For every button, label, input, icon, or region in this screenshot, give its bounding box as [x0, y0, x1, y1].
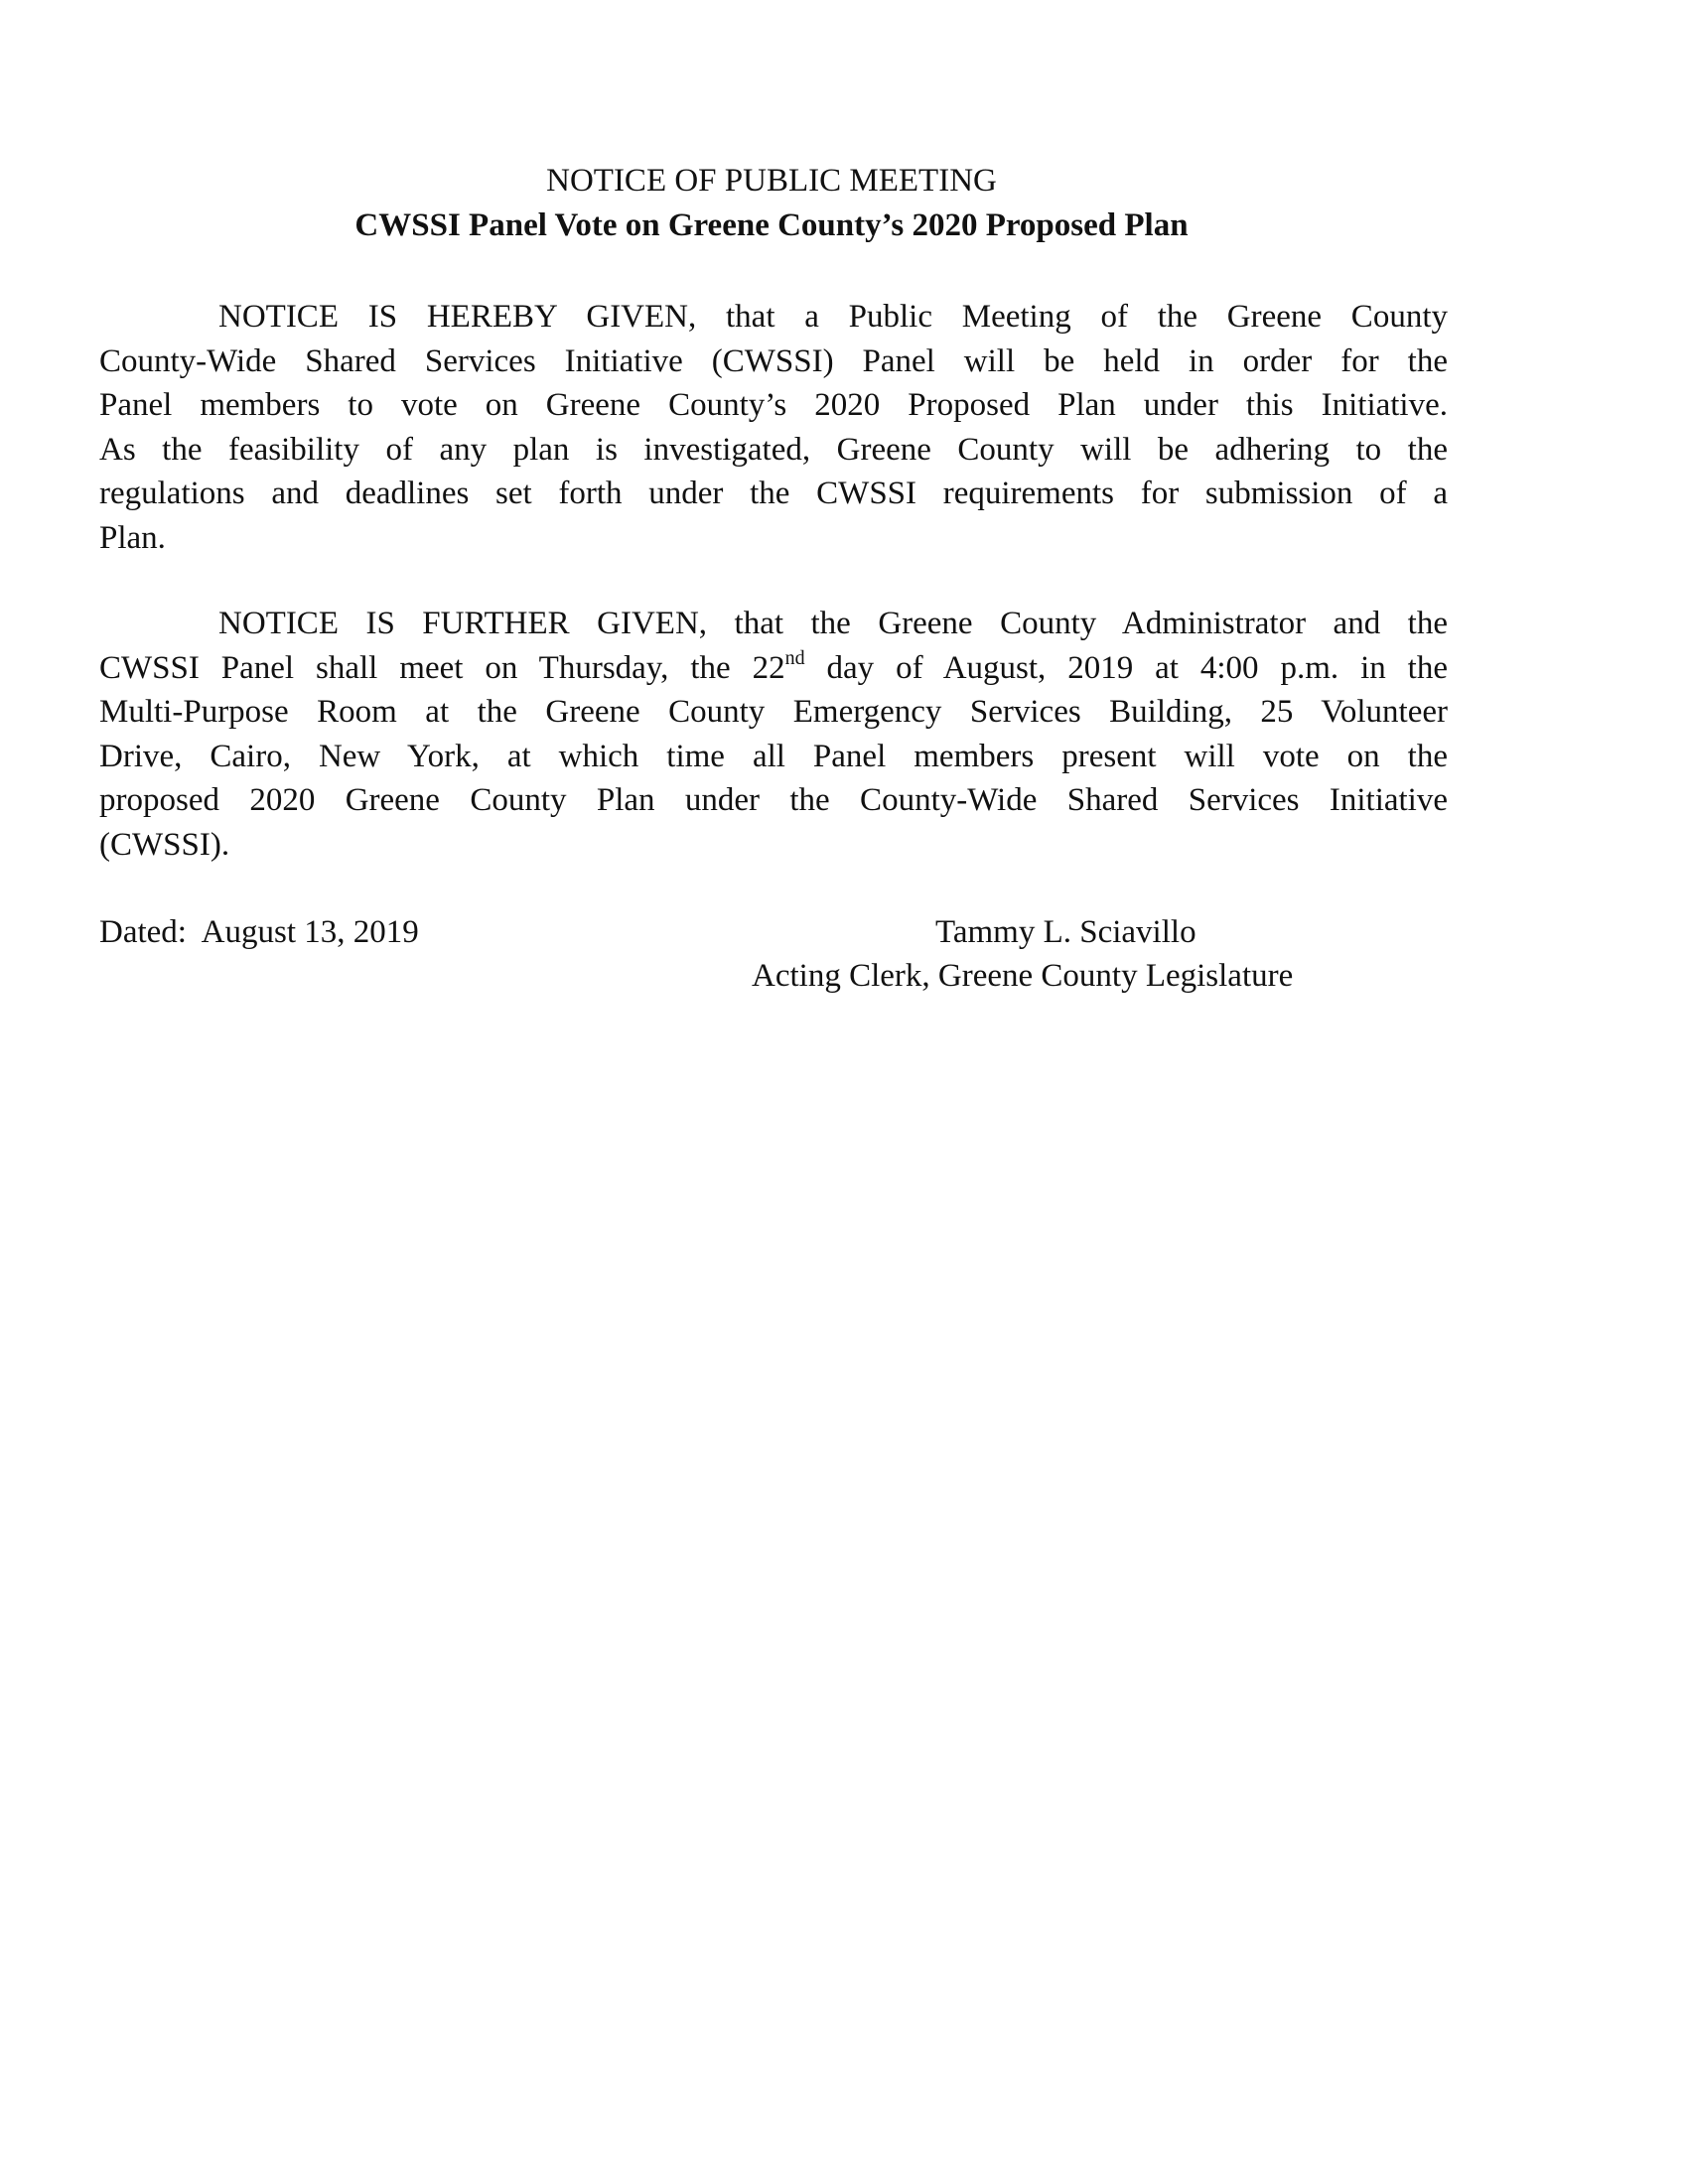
text-segment: day of August, 2019 at 4:00 p.m. in the	[804, 649, 1448, 686]
paragraph-line	[99, 646, 1448, 691]
notice-title: NOTICE OF PUBLIC MEETING	[546, 163, 997, 199]
paragraph-line: NOTICE IS FURTHER GIVEN, that the Greene County Administrator and the	[218, 606, 1448, 641]
paragraph-hereby-given	[99, 295, 1448, 560]
signer-name: Tammy L. Sciavillo	[935, 914, 1196, 950]
paragraph-further-given	[99, 602, 1448, 867]
ordinal-suffix: nd	[784, 646, 805, 669]
paragraph-line: (CWSSI).	[99, 826, 230, 863]
signer-title: Acting Clerk, Greene County Legislature	[752, 958, 1294, 994]
paragraph-line: proposed 2020 Greene County Plan under the County-Wide Shared Services Initiative	[99, 782, 1448, 818]
paragraph-line: County-Wide Shared Services Initiative (CWSSI) Panel will be held in order for the	[99, 342, 1448, 379]
paragraph-line: NOTICE IS HEREBY GIVEN, that a Public Meeting of the Greene County	[218, 299, 1448, 335]
notice-subtitle: CWSSI Panel Vote on Greene County’s 2020 Proposed Plan	[354, 207, 1189, 243]
paragraph-line: regulations and deadlines set forth under the CWSSI requirements for submission of a	[99, 476, 1448, 511]
paragraph-line: Multi-Purpose Room at the Greene County Emergency Services Building, 25 Volunteer	[99, 694, 1448, 730]
paragraph-line: As the feasibility of any plan is investigated, Greene County will be adhering to the	[99, 431, 1448, 468]
dated-line: Dated: August 13, 2019	[99, 914, 419, 950]
paragraph-line: Panel members to vote on Greene County’s 2020 Proposed Plan under this Initiative.	[99, 387, 1448, 423]
paragraph-line: Plan.	[99, 519, 166, 556]
paragraph-line: Drive, Cairo, New York, at which time all Panel members present will vote on the	[99, 738, 1448, 774]
text-segment: CWSSI Panel shall meet on Thursday, the 22	[99, 649, 785, 686]
